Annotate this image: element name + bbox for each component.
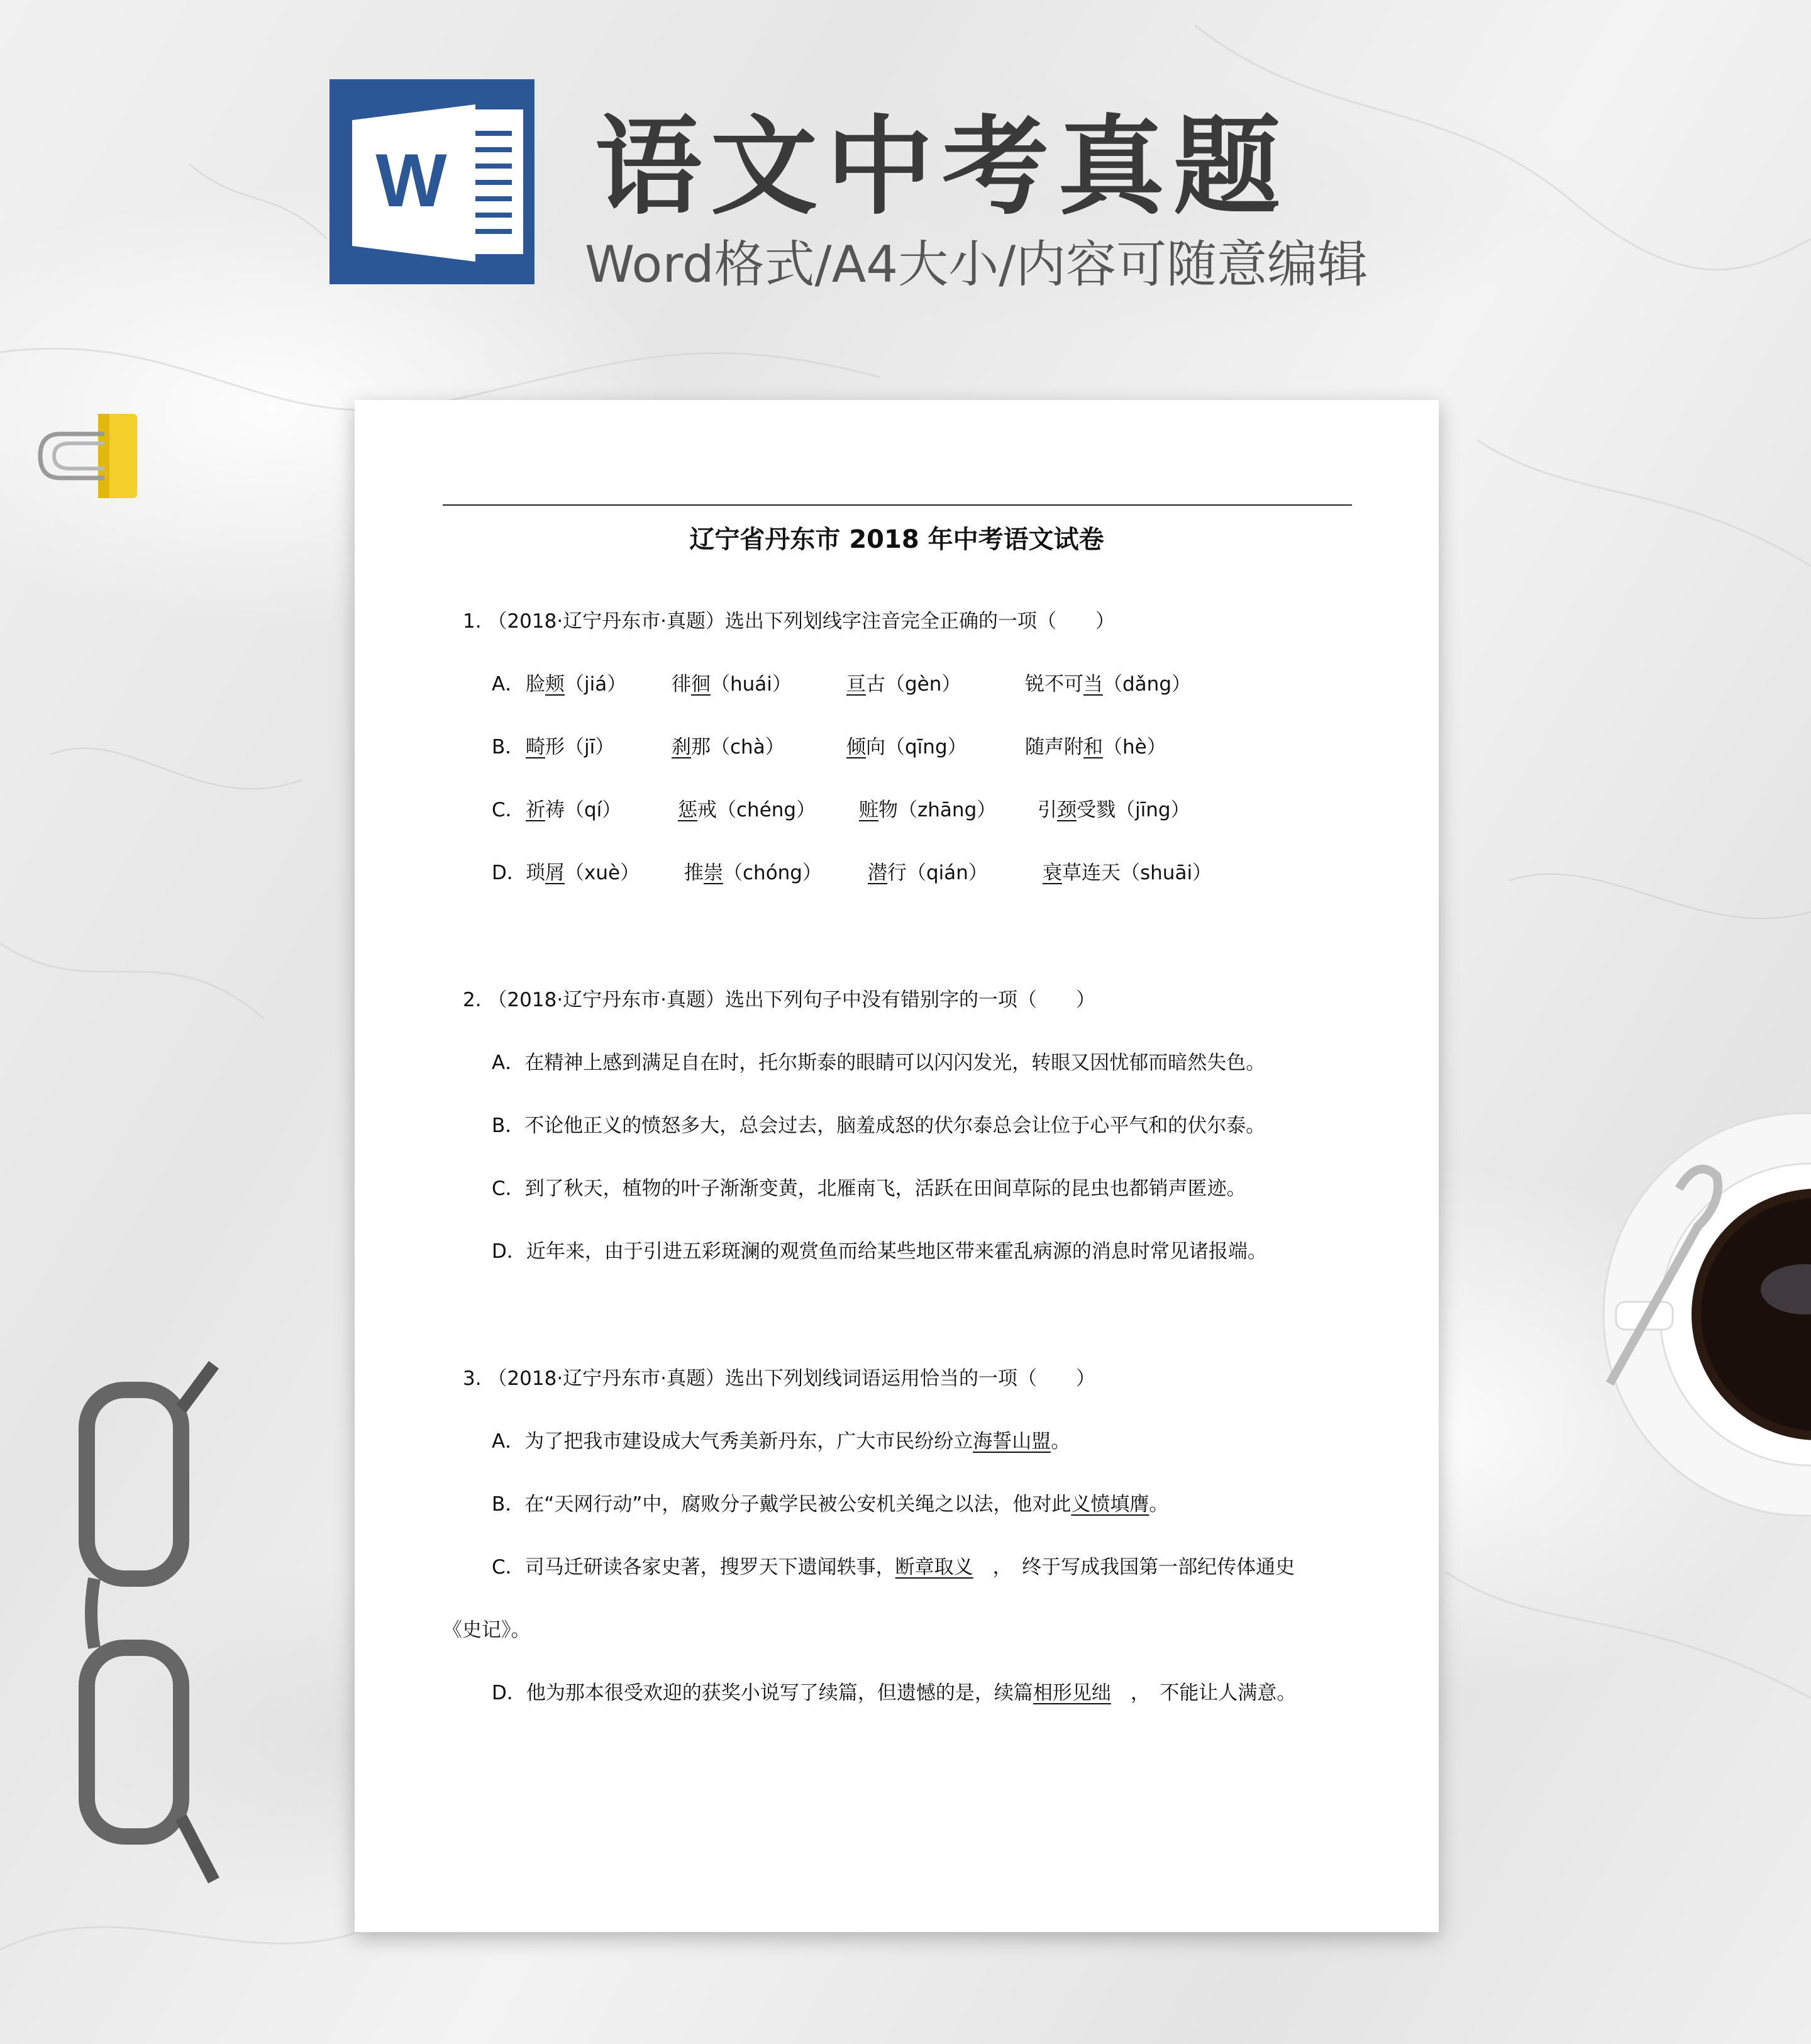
option-item: 琐屑（xuè） [526,862,640,884]
subtitle: Word格式/A4大小/内容可随意编辑 [585,235,1368,294]
question-2-option-b: B．不论他正义的愤怒多大，总会过去，脑羞成怒的伏尔泰总会让位于心平气和的伏尔泰。 [492,1114,1266,1137]
option-item: 衰草连天（shuāi） [1043,862,1212,884]
question-3-option-b: B．在“天网行动”中，腐败分子戴学民被公安机关绳之以法，他对此义愤填膺。 [492,1493,1169,1516]
question-2-option-c: C．到了秋天，植物的叶子渐渐变黄，北雁南飞，活跃在田间草际的昆虫也都销声匿迹。 [492,1177,1246,1200]
option-item: 赃物（zhāng） [859,799,997,821]
option-item: 畸形（jī） [526,736,615,758]
binder-clip-image [35,409,148,503]
option-item: 倾向（qīng） [846,736,967,758]
question-3-stem: 3. （2018·辽宁丹东市·真题）选出下列划线词语运用恰当的一项（ ） [463,1367,1096,1390]
option-item: 惩戒（chéng） [678,799,816,821]
question-3-option-a: A．为了把我市建设成大气秀美新丹东，广大市民纷纷立海誓山盟。 [492,1430,1071,1453]
option-item: 随声附和（hè） [1025,736,1166,758]
option-item: 祈祷（qí） [526,799,622,821]
coffee-cup-image [1597,1101,1811,1528]
header-rule [443,504,1352,506]
option-item: 脸颊（jiá） [526,673,627,696]
question-2-option-a: A．在精神上感到满足自在时，托尔斯泰的眼睛可以闪闪发光，转眼又因忧郁而暗然失色。 [492,1052,1266,1074]
question-3-option-c-continued: 《史记》。 [443,1619,531,1641]
document-page: 辽宁省丹东市 2018 年中考语文试卷 1. （2018·辽宁丹东市·真题）选出下列划线字注音完全正确的一项（ ） A． 脸颊（jiá） 徘徊（huái） 亘古（gèn） 锐不可当（dǎng） B． 畸形（jī） 刹那（chà） 倾向（qīng） 随声附和（hè） C． 祈祷（qí） 惩戒（chéng） 赃物（zhāng） 引颈受戮（jīng） D． 琐屑（xuè） 推崇（chóng） 潜行（qián） 衰草连天（shuāi） 2. （2018·辽宁丹东市·真题）选出下列句子中没有错别字的一项（ ） A．在精神上感到满足自在时，托尔斯泰的眼睛可以闪闪发光，转眼又因忧郁而暗然失色。 B．不论他正义的愤怒多大，总会过去，脑羞成怒的伏尔泰总会让位于心平气和的伏尔泰。 C．到了秋天，植物的叶子渐渐变黄，北雁南飞，活跃在田间草际的昆虫也都销声匿迹。 D．近年来，由于引进五彩斑澜的观赏鱼而给某些地区带来霍乱病源的消息时常见诸报端。 3. （2018·辽宁丹东市·真题）选出下列划线词语运用恰当的一项（ ） A．为了把我市建设成大气秀美新丹东，广大市民纷纷立海誓山盟。 B．在“天网行动”中，腐败分子戴学民被公安机关绳之以法，他对此义愤填膺。 C．司马迁研读各家史著，搜罗天下遗闻轶事，断章取义 ， 终于写成我国第一部纪传体通史 《史记》。 D．他为那本很受欢迎的获奖小说写了续篇，但遗憾的是，续篇相形见绌 ， 不能让人满意。 [355,400,1439,1932]
question-2-stem: 2. （2018·辽宁丹东市·真题）选出下列句子中没有错别字的一项（ ） [463,989,1096,1011]
question-2-option-d: D．近年来，由于引进五彩斑澜的观赏鱼而给某些地区带来霍乱病源的消息时常见诸报端。 [492,1240,1267,1263]
option-item: 锐不可当（dǎng） [1025,673,1191,696]
option-item: 亘古（gèn） [846,673,961,696]
option-item: 潜行（qián） [868,862,988,884]
question-1-stem: 1. （2018·辽宁丹东市·真题）选出下列划线字注音完全正确的一项（ ） [463,610,1116,633]
option-item: 引颈受戮（jīng） [1038,799,1190,821]
word-logo [330,79,534,284]
question-3-option-c: C．司马迁研读各家史著，搜罗天下遗闻轶事，断章取义 ， 终于写成我国第一部纪传体通史 [492,1556,1295,1579]
word-logo-letter: W [375,138,447,223]
question-3-option-d: D．他为那本很受欢迎的获奖小说写了续篇，但遗憾的是，续篇相形见绌 ， 不能让人满意。 [492,1682,1297,1704]
eyeglasses-image [69,1352,233,1906]
option-item: 推崇（chóng） [684,862,822,884]
main-title: 语文中考真题 [595,105,1290,230]
option-item: 刹那（chà） [672,736,785,758]
document-title: 辽宁省丹东市 2018 年中考语文试卷 [689,525,1104,554]
option-item: 徘徊（huái） [672,673,792,696]
